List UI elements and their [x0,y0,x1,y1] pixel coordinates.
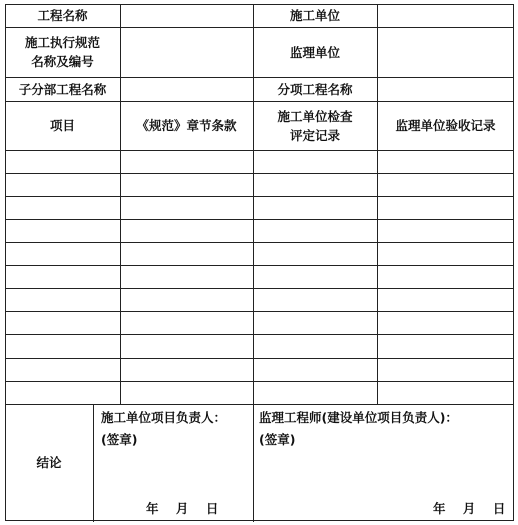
column-header-clause: 《规范》章节条款 [136,118,237,133]
subdivision-label: 子分部工程名称 [18,81,107,97]
contractor-date: 年 月 日 [146,501,219,516]
conclusion-label: 结论 [36,455,62,470]
column-header-contractor-check: 施工单位检查 评定记录 [277,108,353,143]
data-row-line [5,219,514,220]
data-row-line [5,196,514,197]
supervisor-date: 年 月 日 [433,501,506,516]
col-line-1 [120,4,121,405]
contractor-seal-label: (签章) [101,432,138,447]
col-line-3 [377,4,378,405]
frame-right [513,4,514,521]
header-row-line [5,101,514,102]
frame-left [5,4,6,521]
data-row-line [5,288,514,289]
project-name-label: 工程名称 [37,8,88,23]
contractor-label: 施工单位 [289,8,340,23]
data-row-line [5,311,514,312]
data-row-line [5,242,514,243]
column-header-supervisor-record: 监理单位验收记录 [395,118,496,133]
column-header-item: 项目 [49,118,75,133]
frame-top [5,4,514,5]
header-row-line [5,27,514,28]
data-row-line [5,381,514,382]
header-row-line [5,77,514,78]
contractor-manager-label: 施工单位项目负责人： [101,410,227,425]
item-project-label: 分项工程名称 [277,81,353,97]
data-row-line [5,265,514,266]
supervisor-label: 监理单位 [289,44,340,60]
conclusion-divider [93,404,94,522]
data-row-line [5,404,514,405]
acceptance-form [5,4,514,521]
data-row-line [5,334,514,335]
supervisor-seal-label: (签章) [259,432,296,447]
data-row-line [5,173,514,174]
data-row-line [5,358,514,359]
spec-label: 施工执行规范 名称及编号 [24,35,100,69]
header-row-line [5,150,514,151]
col-line-2 [253,4,254,522]
supervisor-engineer-label: 监理工程师(建设单位项目负责人)： [259,410,458,425]
frame-bottom [5,520,514,521]
